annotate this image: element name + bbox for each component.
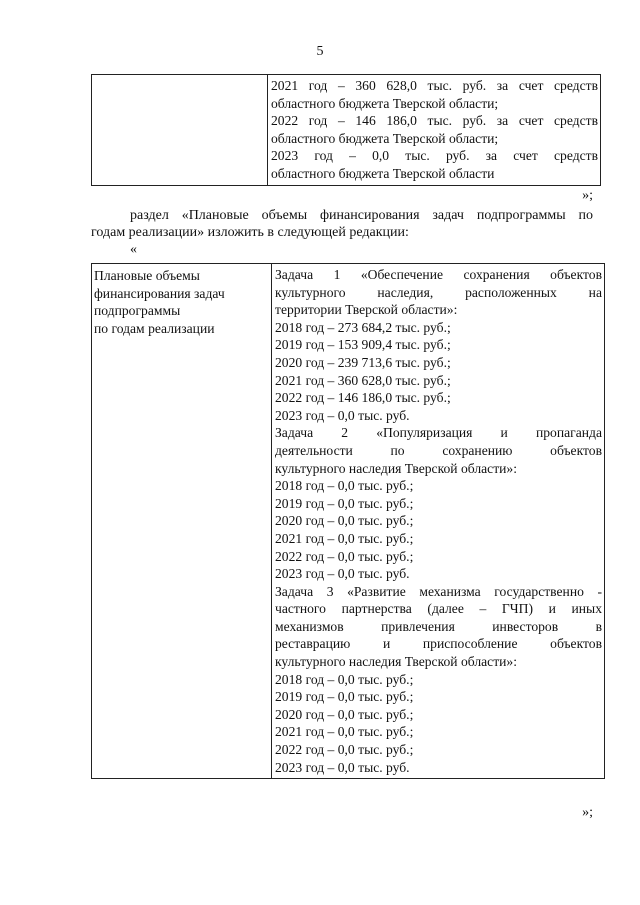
table-line: механизмов привлечения инвесторов в xyxy=(275,618,602,634)
main-table xyxy=(91,263,605,779)
table-line: 2022 год – 0,0 тыс. руб.; xyxy=(275,548,414,564)
table-line: культурного наследия Тверской области»: xyxy=(275,654,517,670)
table-line: областного бюджета Тверской области xyxy=(271,165,495,181)
table-line: 2019 год – 0,0 тыс. руб.; xyxy=(275,689,414,705)
left-label-line: подпрограммы xyxy=(94,303,181,319)
table-line: деятельности по сохранению объектов xyxy=(275,442,602,458)
table-line: 2023 год – 0,0 тыс. руб. xyxy=(275,566,410,582)
table-line: 2022 год – 146 186,0 тыс. руб.; xyxy=(275,390,451,406)
paragraph-line-1: раздел «Плановые объемы финансирования задач подпрограммы по xyxy=(130,208,593,223)
table-line: территории Тверской области»: xyxy=(275,302,458,318)
table-line: 2021 год – 0,0 тыс. руб.; xyxy=(275,530,414,546)
left-label-line: Плановые объемы xyxy=(94,268,200,283)
table-line: 2020 год – 0,0 тыс. руб.; xyxy=(275,513,414,529)
left-label-line: финансирования задач xyxy=(94,285,225,301)
table-line: культурного наследия, расположенных на xyxy=(275,284,602,300)
top-table-right-cell xyxy=(268,75,601,186)
table-line: Задача 1 «Обеспечение сохранения объектов xyxy=(275,267,602,282)
table-line: реставрацию и приспособление объектов xyxy=(275,636,602,652)
closing-quote: »; xyxy=(582,188,593,203)
main-table-right-cell xyxy=(272,264,605,779)
table-line: 2023 год – 0,0 тыс. руб. xyxy=(275,407,410,423)
table-line: 2021 год – 0,0 тыс. руб.; xyxy=(275,724,414,740)
table-line: 2018 год – 0,0 тыс. руб.; xyxy=(275,671,414,687)
table-line: 2022 год – 0,0 тыс. руб.; xyxy=(275,742,414,758)
table-line: культурного наследия Тверской области»: xyxy=(275,460,517,476)
table-line: частного партнерства (далее – ГЧП) и иных xyxy=(275,601,602,617)
table-line: 2021 год – 360 628,0 тыс. руб. за счет средств xyxy=(271,78,598,93)
opening-quote: « xyxy=(130,242,137,257)
table-line: 2018 год – 273 684,2 тыс. руб.; xyxy=(275,319,451,335)
table-line: Задача 3 «Развитие механизма государственно - xyxy=(275,583,602,599)
table-line: 2022 год – 146 186,0 тыс. руб. за счет средств xyxy=(271,113,598,129)
paragraph-line-2: годам реализации» изложить в следующей редакции: xyxy=(91,225,409,240)
table-line: 2023 год – 0,0 тыс. руб. xyxy=(275,759,410,775)
table-line: 2019 год – 0,0 тыс. руб.; xyxy=(275,495,414,511)
page-number: 5 xyxy=(316,44,324,59)
closing-quote: »; xyxy=(582,805,593,820)
main-table-left-cell xyxy=(92,264,272,779)
top-table-left-cell xyxy=(92,75,268,186)
table-line: 2020 год – 239 713,6 тыс. руб.; xyxy=(275,354,451,370)
table-line: 2023 год – 0,0 тыс. руб. за счет средств xyxy=(271,148,598,164)
table-line: областного бюджета Тверской области; xyxy=(271,130,499,146)
table-line: 2020 год – 0,0 тыс. руб.; xyxy=(275,706,414,722)
table-line: Задача 2 «Популяризация и пропаганда xyxy=(275,425,602,441)
left-label-line: по годам реализации xyxy=(94,320,215,336)
top-table xyxy=(91,74,601,186)
table-line: 2019 год – 153 909,4 тыс. руб.; xyxy=(275,337,451,353)
table-line: 2018 год – 0,0 тыс. руб.; xyxy=(275,478,414,494)
table-line: 2021 год – 360 628,0 тыс. руб.; xyxy=(275,372,451,388)
table-line: областного бюджета Тверской области; xyxy=(271,95,499,111)
